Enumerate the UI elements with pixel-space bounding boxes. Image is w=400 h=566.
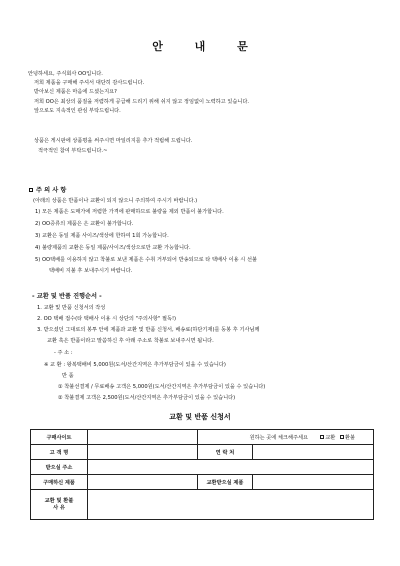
customer-name-field[interactable] [88,445,198,460]
form-row-items [31,475,374,490]
page-title: 안 내 문 [152,40,262,53]
notice-heading: 주 의 사 항 [29,185,66,194]
address-label: - 주 소 : [54,350,73,356]
form-title: 교환 및 반품 신청서 [169,413,231,421]
notice-item-continued: 택배비 지불 후 보내주시기 바랍니다. [49,268,133,274]
form-row-purchase-site [31,430,374,445]
procedure-step: 1. 교환 및 반품 신청서의 작성 [37,305,106,311]
receive-address-label: 받으실 주소 [31,460,88,475]
refund-checkbox[interactable] [340,435,344,439]
form-row-address [31,460,374,475]
greeting-line: 안녕하세요, 주식회사 OO입니다. [28,71,103,77]
exchange-fee-line: ※ 교 환 : 왕복택배비 5,000원(도서/산간지역은 추가부담금이 있을 수 있습니다) [44,362,226,368]
form-row-customer [31,445,374,460]
procedure-step-continued: 교환 혹은 반품이라고 말씀하신 후 아래 주소로 착불로 보내주시면 됩니다. [47,338,214,344]
return-item-field[interactable] [253,475,374,490]
exchange-checkbox[interactable] [320,435,324,439]
square-bullet-icon [29,188,33,192]
procedure-heading: - 교환 및 반품 진행순서 - [32,293,102,300]
check-prompt: 원하는 곳에 체크해주세요 [249,434,308,441]
customer-name-label: 고 객 명 [31,445,88,460]
refund-option-label: 환불 [344,434,356,441]
return-label: 반 품 [62,373,74,379]
return-fee-line: ① 착불선결제 / 무료배송 고객은 5,000원(도서/산간지역은 추가부담금이 있을 수 있습니다) [58,384,266,390]
notice-item: 4) 불량제품의 교환은 동일 제품/사이즈/색상으로만 교환 가능합니다. [35,245,191,251]
procedure-step: 3. 받으셨던 그대로의 봉투 안에 제품과 교환 및 반품 신청서, 배송료(하단기재)를 동봉 후 기사님께 [37,327,260,333]
notice-item: 5) OO택배를 이용하지 않고 착불로 보낸 제품은 수취 거부되어 반송되므로 타 택배사 이용 시 선불 [35,257,257,263]
contact-label: 연 락 처 [198,445,253,460]
notice-item: 2) OO증류의 제품은 은 교환이 불가합니다. [35,221,134,227]
receive-address-field[interactable] [88,460,374,475]
return-fee-line: ② 착불결제 고객은 2,500원(도서/산간지역은 추가부담금이 있을 수 있습니다) [58,395,236,401]
purchase-site-label: 구매사이트 [31,430,88,445]
greeting-line: 받아보신 제품은 마음에 드셨는지요? [34,89,117,95]
application-form [30,429,374,520]
review-line: 상품은 게시판에 상품평을 써주시면 마일리지를 추가 적립해 드립니다. [34,138,193,144]
review-line: 적극적인 참여 부탁드립니다.~ [38,148,108,154]
greeting-line: 저희 제품을 구매해 주셔서 대단히 감사드립니다. [34,80,145,86]
purchased-item-label: 구매하신 제품 [31,475,88,490]
greeting-line: 앞으로도 지속적인 관심 부탁드립니다. [34,108,121,114]
procedure-step: 2. OO 택배 접수(타 택배사 이용 시 상단의 "주의사항" 필독!) [37,316,177,322]
request-type-cell [198,430,374,445]
purchase-site-field[interactable] [88,430,198,445]
notice-intro: (아래의 상품은 반품이나 교환이 되지 않으니 주의하여 주시기 바랍니다.) [33,198,198,204]
greeting-line: 저희 OO은 최상의 품질을 저렴하게 공급해 드리기 위해 쉬지 않고 정임없이 노력하고 있습니다. [34,99,250,105]
return-item-label: 교환받으실 제품 [198,475,253,490]
purchased-item-field[interactable] [88,475,198,490]
notice-item: 1) 모든 제품은 도매가에 저렴한 가격에 판매하므로 불량을 제외 반품이 불가합니다. [35,209,224,215]
exchange-option-label: 교환 [325,434,336,441]
form-row-reason [31,490,374,520]
notice-item: 3) 교환은 동일 제품 사이즈/색상에 한하여 1회 가능합니다. [35,233,169,239]
reason-label: 교환 및 환불 사 유 [31,490,88,520]
contact-field[interactable] [253,445,374,460]
reason-field[interactable] [88,490,374,520]
